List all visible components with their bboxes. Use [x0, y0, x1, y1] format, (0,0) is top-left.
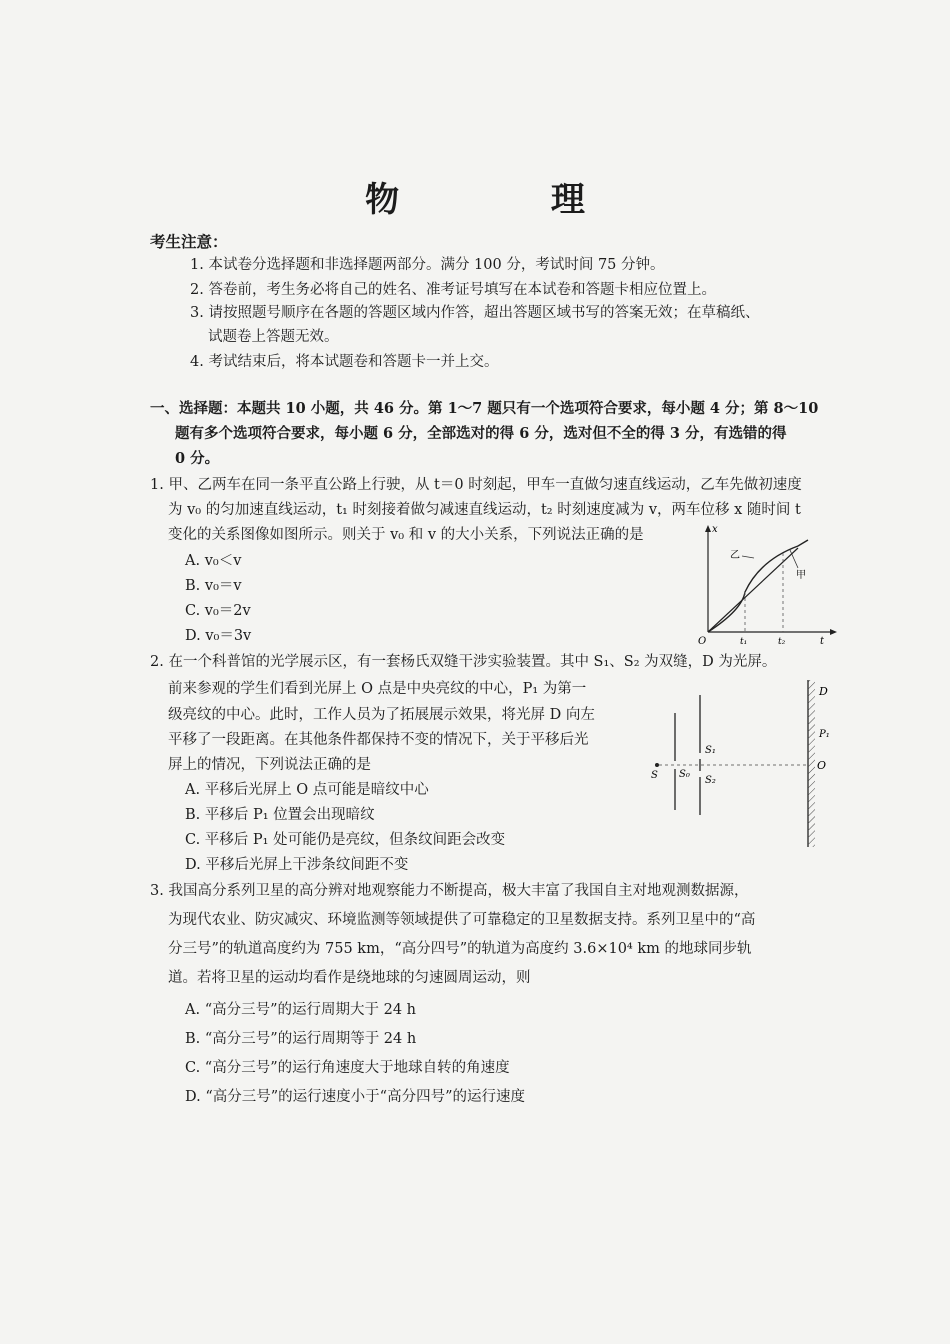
- jia-leader: [790, 550, 798, 568]
- line-jia: [708, 548, 798, 632]
- yi-leader: [742, 556, 754, 558]
- option-c: C. v₀＝2v: [185, 603, 251, 619]
- question-2-text: 屏上的情况，下列说法正确的是: [168, 757, 371, 773]
- question-1-text: 1. 甲、乙两车在同一条平直公路上行驶，从 t＝0 时刻起，甲车一直做匀速直线运动，乙车先做初速度: [150, 477, 802, 493]
- yi-label: 乙: [730, 550, 740, 561]
- screen-hatch: [808, 680, 815, 847]
- question-3-text: 3. 我国高分系列卫星的高分辨对地观察能力不断提高，极大丰富了我国自主对地观测数据源，: [150, 883, 749, 899]
- s0-label: S₀: [679, 769, 690, 780]
- notice-item: 3. 请按照题号顺序在各题的答题区域内作答，超出答题区域书写的答案无效；在草稿纸、: [190, 305, 760, 321]
- section-instruction: 题有多个选项符合要求，每小题 6 分，全部选对的得 6 分，选对但不全的得 3 分，有选错的得: [175, 425, 787, 442]
- notice-item: 1. 本试卷分选择题和非选择题两部分。满分 100 分，考试时间 75 分钟。: [190, 257, 665, 273]
- screen-label: D: [819, 685, 828, 698]
- question-2-text: 级亮纹的中心。此时，工作人员为了拓展展示效果，将光屏 D 向左: [168, 707, 595, 723]
- page-title: 物 理: [365, 180, 655, 220]
- option-a: A. 平移后光屏上 O 点可能是暗纹中心: [185, 782, 429, 798]
- t-axis-label: t: [820, 636, 825, 645]
- notice-item: 2. 答卷前，考生务必将自己的姓名、准考证号填写在本试卷和答题卡相应位置上。: [190, 282, 716, 298]
- notice-item: 试题卷上答题无效。: [208, 329, 339, 345]
- source-label: S: [651, 770, 658, 781]
- question-2-text: 前来参观的学生们看到光屏上 O 点是中央亮纹的中心，P₁ 为第一: [168, 681, 587, 697]
- option-b: B. 平移后 P₁ 位置会出现暗纹: [185, 807, 375, 823]
- option-b: B. “高分三号”的运行周期等于 24 h: [185, 1031, 417, 1047]
- option-a: A. “高分三号”的运行周期大于 24 h: [185, 1002, 417, 1018]
- question-3-text: 道。若将卫星的运动均看作是绕地球的匀速圆周运动，则: [168, 970, 531, 986]
- option-a: A. v₀＜v: [185, 553, 242, 569]
- double-slit-diagram: [645, 675, 840, 850]
- option-b: B. v₀＝v: [185, 578, 242, 594]
- xt-graph: [690, 520, 840, 645]
- notice-item: 4. 考试结束后，将本试题卷和答题卡一并上交。: [190, 354, 499, 370]
- section-instruction: 0 分。: [175, 450, 220, 467]
- o-label: O: [817, 759, 827, 772]
- question-1-text: 变化的关系图像如图所示。则关于 v₀ 和 v 的大小关系，下列说法正确的是: [168, 527, 644, 543]
- s2-label: S₂: [705, 775, 716, 786]
- question-3-text: 分三号”的轨道高度约为 755 km，“高分四号”的轨道为高度约 3.6×10⁴ km 的地球同步轨: [168, 941, 752, 957]
- jia-label: 甲: [796, 570, 806, 581]
- s1-label: S₁: [705, 745, 716, 756]
- t2-label: t₂: [778, 637, 786, 645]
- light-source: [655, 763, 659, 767]
- option-c: C. 平移后 P₁ 处可能仍是亮纹，但条纹间距会改变: [185, 832, 506, 848]
- question-3-text: 为现代农业、防灾减灾、环境监测等领域提供了可靠稳定的卫星数据支持。系列卫星中的“高: [168, 912, 756, 928]
- section-instruction: 一、选择题：本题共 10 小题，共 46 分。第 1～7 题只有一个选项符合要求，每小题 4 分；第 8～10: [150, 400, 819, 417]
- question-2-text: 平移了一段距离。在其他条件都保持不变的情况下，关于平移后光: [168, 732, 589, 748]
- notice-heading: 考生注意：: [150, 232, 228, 251]
- x-axis-label: x: [712, 524, 718, 535]
- option-d: D. v₀＝3v: [185, 628, 252, 644]
- x-axis-arrow: [705, 525, 711, 532]
- t1-label: t₁: [740, 637, 748, 645]
- option-d: D. “高分三号”的运行速度小于“高分四号”的运行速度: [185, 1089, 525, 1105]
- origin-label: O: [698, 636, 707, 645]
- p1-label: P₁: [819, 729, 830, 740]
- t-axis-arrow: [830, 629, 837, 635]
- option-c: C. “高分三号”的运行角速度大于地球自转的角速度: [185, 1060, 510, 1076]
- question-1-text: 为 v₀ 的匀加速直线运动，t₁ 时刻接着做匀减速直线运动，t₂ 时刻速度减为 v，两车位移 x 随时间 t: [168, 502, 801, 518]
- question-2-text: 2. 在一个科普馆的光学展示区，有一套杨氏双缝干涉实验装置。其中 S₁、S₂ 为双缝，D 为光屏。: [150, 654, 777, 670]
- option-d: D. 平移后光屏上干涉条纹间距不变: [185, 857, 409, 873]
